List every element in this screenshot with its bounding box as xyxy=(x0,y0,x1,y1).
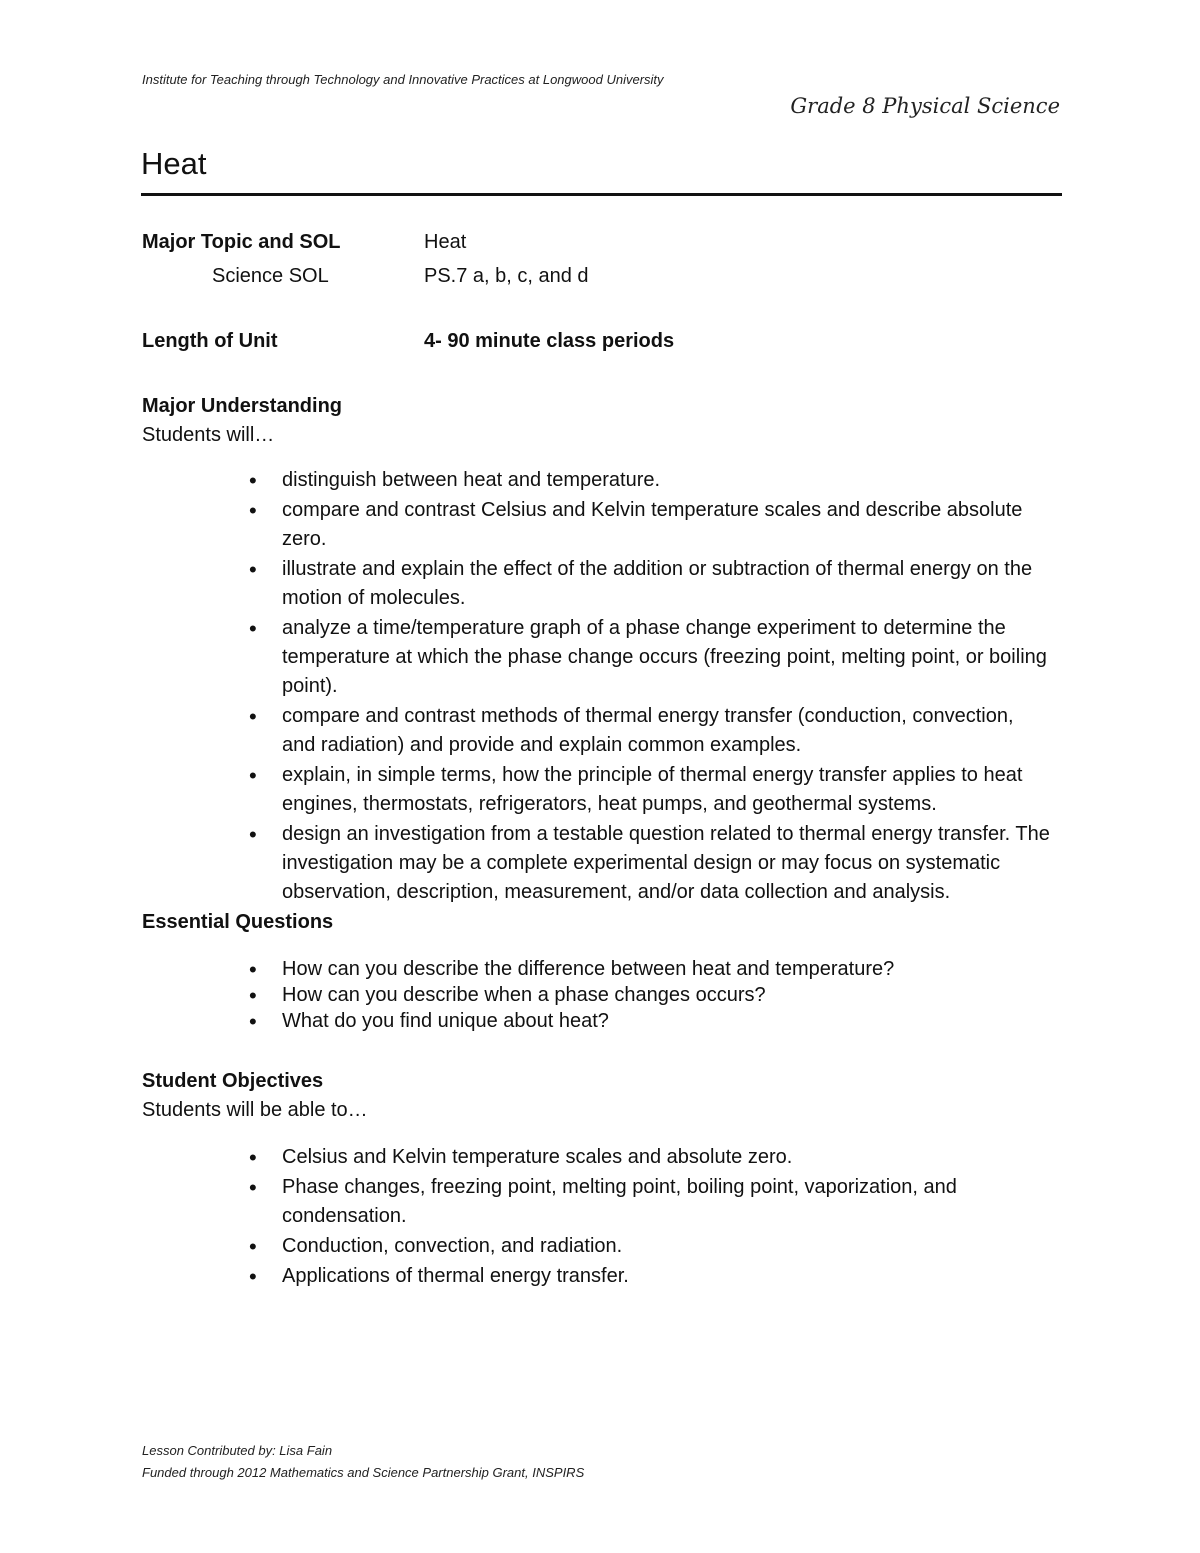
major-topic-label: Major Topic and SOL xyxy=(142,231,341,253)
science-sol-row xyxy=(142,262,1062,291)
list-item: • design an investigation from a testable question related to thermal energy transfer. The investigation may be a complete experimental design or may focus on systematic observation, description, measurement, and/or data collection and analysis. xyxy=(282,820,1052,907)
page-title: Heat xyxy=(141,146,207,181)
student-objectives-heading: Student Objectives xyxy=(142,1070,324,1092)
header-grade: Grade 8 Physical Science xyxy=(790,94,1060,118)
length-value: 4- 90 minute class periods xyxy=(424,330,675,352)
list-item: • compare and contrast Celsius and Kelvin temperature scales and describe absolute zero. xyxy=(282,496,1052,554)
essential-questions-list xyxy=(142,955,1052,1036)
major-topic-value: Heat xyxy=(424,231,467,253)
list-item: • analyze a time/temperature graph of a phase change experiment to determine the temperature at which the phase change occurs (freezing point, melting point, or boiling point). xyxy=(282,614,1052,701)
major-understanding-intro: Students will… xyxy=(142,424,275,446)
list-item: • What do you find unique about heat? xyxy=(282,1007,1052,1036)
list-item: • distinguish between heat and temperature. xyxy=(282,466,1052,495)
title-rule xyxy=(141,193,1062,196)
list-item: • Applications of thermal energy transfer. xyxy=(282,1262,1052,1291)
list-item: • Phase changes, freezing point, melting point, boiling point, vaporization, and condensation. xyxy=(282,1173,1052,1231)
length-row xyxy=(142,327,1062,356)
list-item: • explain, in simple terms, how the principle of thermal energy transfer applies to heat engines, thermostats, refrigerators, heat pumps, and geothermal systems. xyxy=(282,761,1052,819)
major-understanding-list xyxy=(142,466,1052,907)
list-item: • compare and contrast methods of thermal energy transfer (conduction, convection, and radiation) and provide and explain common examples. xyxy=(282,702,1052,760)
list-item: • How can you describe when a phase changes occurs? xyxy=(282,981,1052,1010)
header-institute: Institute for Teaching through Technology and Innovative Practices at Longwood University xyxy=(142,72,664,87)
footer xyxy=(142,1440,584,1484)
document-body xyxy=(142,228,1062,1292)
footer-contributed: Lesson Contributed by: Lisa Fain xyxy=(142,1443,333,1458)
list-item: • How can you describe the difference between heat and temperature? xyxy=(282,955,1052,984)
major-topic-row xyxy=(142,228,1062,257)
footer-funded: Funded through 2012 Mathematics and Science Partnership Grant, INSPIRS xyxy=(142,1465,585,1480)
essential-questions-heading: Essential Questions xyxy=(142,911,334,933)
science-sol-value: PS.7 a, b, c, and d xyxy=(424,265,589,287)
student-objectives-list xyxy=(142,1143,1052,1291)
length-label: Length of Unit xyxy=(142,330,278,352)
list-item: • illustrate and explain the effect of the addition or subtraction of thermal energy on the motion of molecules. xyxy=(282,555,1052,613)
student-objectives-intro: Students will be able to… xyxy=(142,1099,368,1121)
major-understanding-heading: Major Understanding xyxy=(142,395,343,417)
science-sol-label: Science SOL xyxy=(212,265,329,287)
list-item: • Conduction, convection, and radiation. xyxy=(282,1232,1052,1261)
list-item: • Celsius and Kelvin temperature scales and absolute zero. xyxy=(282,1143,1052,1172)
